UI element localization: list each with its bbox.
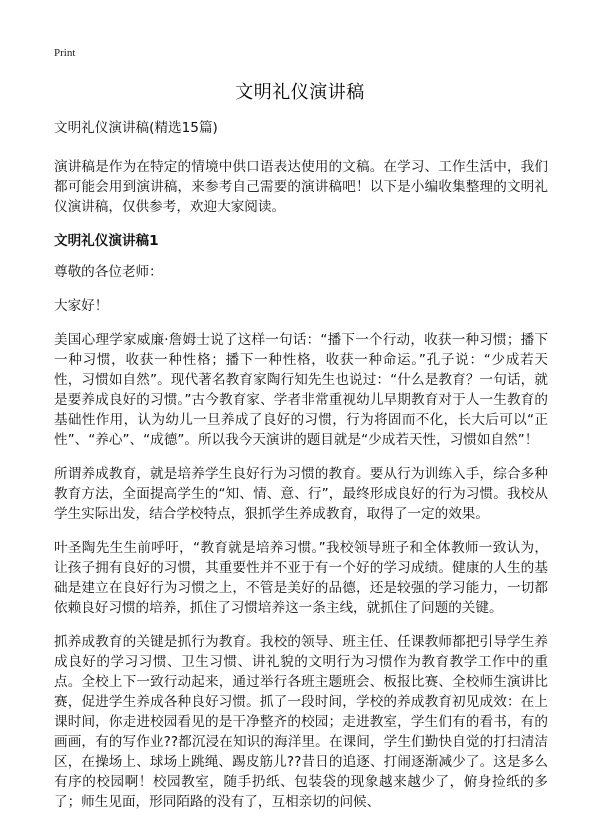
section-heading: 文明礼仪演讲稿1 [54,233,159,249]
salutation: 尊敬的各位老师： [54,264,163,280]
body-paragraph-3: 叶圣陶先生生前呼吁，“教育就是培养习惯。”我校领导班子和全体教师一致认为，让孩子拥有良好的习惯，其重要性并不亚于有一个好的学习成绩。健康的人生的基础是建立在良好行为习惯之上，不管是美好的品德，还是较强的学习能力，一切都依赖良好习惯的培养，抓住了习惯培养这一条主线，就抓住了问题的关键。 [54,540,548,616]
print-link[interactable]: Print [54,47,76,59]
greeting: 大家好！ [54,298,109,314]
intro-paragraph: 演讲稿是作为在特定的情境中供口语表达使用的文稿。在学习、工作生活中，我们都可能会用到演讲稿，来参考自己需要的演讲稿吧！以下是小编收集整理的文明礼仪演讲稿，仅供参考，欢迎大家阅读。 [54,159,548,215]
body-paragraph-2: 所谓养成教育，就是培养学生良好行为习惯的教育。要从行为训练入手，综合多种教育方法，全面提高学生的“知、情、意、行”，最终形成良好的行为习惯。我校从学生实际出发，结合学校特点，狠抓学生养成教育，取得了一定的效果。 [54,466,548,522]
article-body [54,118,548,826]
body-paragraph-1: 美国心理学家威廉·詹姆士说了这样一句话：“播下一个行动，收获一种习惯；播下一种习惯，收获一种性格；播下一种性格，收获一种命运。”孔子说：“少成若天性，习惯如自然”。现代著名教育家陶行知先生也说过：“什么是教育？一句话，就是要养成良好的习惯。”古今教育家、学者非常重视幼儿早期教育对于人一生教育的基础性作用，认为幼儿一旦养成了良好的习惯，行为将固而不化，长大后可以“正性”、“养心”、“成德”。所以我今天演讲的题目就是“少成若天性，习惯如自然”！ [54,332,548,448]
body-paragraph-4: 抓养成教育的关键是抓行为教育。我校的领导、班主任、任课教师都把引导学生养成良好的学习习惯、卫生习惯、讲礼貌的文明行为习惯作为教育教学工作中的重点。全校上下一致行动起来，通过举行各班主题班会、板报比赛、全校师生演讲比赛，促进学生养成各种良好习惯。抓了一段时间，学校的养成教育初见成效：在上课时间，你走进校园看见的是干净整齐的校园；走进教室，学生们有的看书，有的画画，有的写作业??都沉浸在知识的海洋里。在课间，学生们勤快自觉的打扫清洁区，在操场上、球场上跳绳、踢皮筋儿??昔日的追逐、打闹逐渐减少了。这是多么有序的校园啊！校园教室，随手扔纸、包装袋的现象越来越少了，俯身捡纸的多了；师生见面，形同陌路的没有了，互相亲切的问候、 [54,634,548,810]
article-subtitle: 文明礼仪演讲稿(精选15篇) [54,120,218,136]
document-title: 文明礼仪演讲稿 [235,82,365,103]
